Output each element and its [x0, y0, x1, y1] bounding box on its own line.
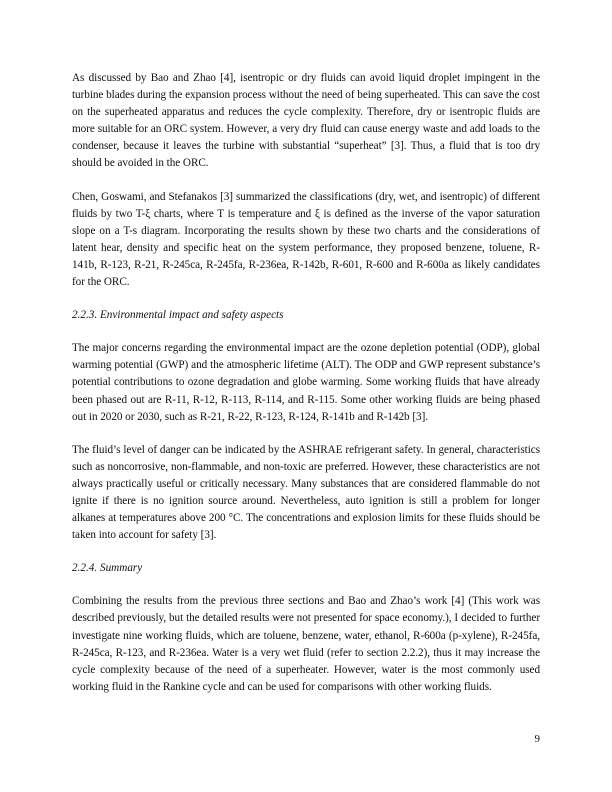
section-heading-environmental: 2.2.3. Environmental impact and safety aspects [72, 309, 284, 322]
paragraph-environmental-impact: The major concerns regarding the environmental impact are the ozone depletion potential (ODP), global warming potential (GWP) and the atmospheric lifetime (ALT). The ODP and GWP represent substance’s potential contributions to ozone degradation and globe warming. Some working fluids that have already been phased out are R-11, R-12, R-113, R-114, and R-115. Some other working fluids are being phased out in 2020 or 2030, such as R-21, R-22, R-123, R-124, R-141b and R-142b [3]. [72, 342, 540, 423]
paragraph-summary: Combining the results from the previous three sections and Bao and Zhao’s work [4] (This work was described previously, but the detailed results were not presented for space economy.), I decided to further investigate nine working fluids, which are toluene, benzene, water, ethanol, R-600a (p-xylene), R-245fa, R-245ca, R-123, and R-236ea. Water is a very wet fluid (refer to section 2.2.2), thus it may increase the cycle complexity because of the need of a superheater. However, water is the most commonly used working fluid in the Rankine cycle and can be used for comparisons with other working fluids. [72, 595, 540, 693]
paragraph-dry-fluids: As discussed by Bao and Zhao [4], isentropic or dry fluids can avoid liquid droplet impingent in the turbine blades during the expansion process without the need of being superheated. This can save the cost on the superheated apparatus and reduces the cycle complexity. Therefore, dry or isentropic fluids are more suitable for an ORC system. However, a very dry fluid can cause energy waste and add loads to the condenser, because it leaves the turbine with substantial “superheat” [3]. Thus, a fluid that is too dry should be avoided in the ORC. [72, 72, 540, 170]
page-body [72, 70, 540, 696]
paragraph-fluid-classification: Chen, Goswami, and Stefanakos [3] summarized the classifications (dry, wet, and isentropic) of different fluids by two T-ξ charts, where T is temperature and ξ is defined as the inverse of the vapor saturation slope on a T-s diagram. Incorporating the results shown by these two charts and the considerations of latent hear, density and specific heat on the system performance, they proposed benzene, toluene, R-141b, R-123, R-21, R-245ca, R-245fa, R-236ea, R-142b, R-601, R-600 and R-600a as likely candidates for the ORC. [72, 190, 540, 289]
paragraph-safety: The fluid’s level of danger can be indicated by the ASHRAE refrigerant safety. In general, characteristics such as noncorrosive, non-flammable, and non-toxic are preferred. However, these characteristics are not always practically useful or critically necessary. Many substances that are considered flammable do not ignite if there is no ignition source around. Nevertheless, auto ignition is still a problem for longer alkanes at temperatures above 200 °C. The concentrations and explosion limits for these fluids should be taken into account for safety [3]. [72, 443, 540, 542]
page-number: 9 [534, 733, 540, 745]
section-heading-summary: 2.2.4. Summary [72, 562, 143, 575]
